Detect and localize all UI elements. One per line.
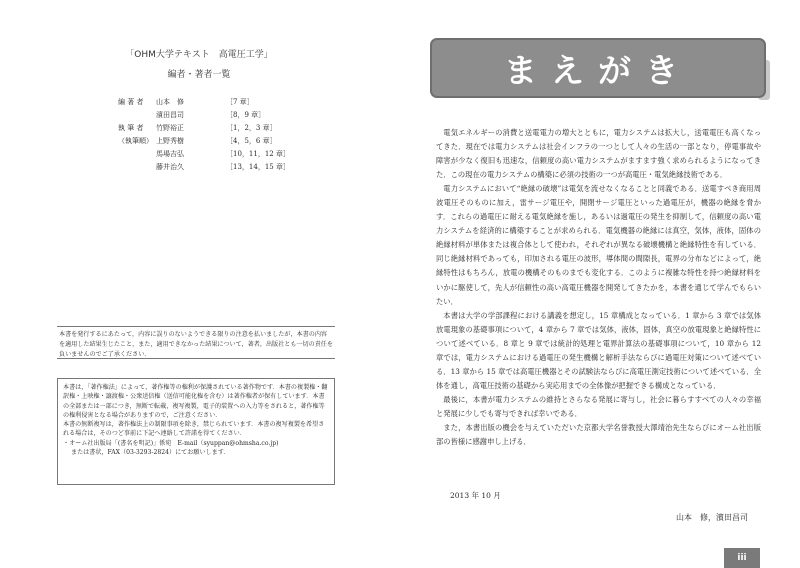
author-chapters: ［13，14，15 章］ bbox=[226, 163, 290, 171]
left-page bbox=[0, 0, 398, 568]
author-row bbox=[118, 161, 318, 174]
author-chapters: ［8，9 章］ bbox=[226, 111, 266, 119]
author-row bbox=[118, 148, 318, 161]
preface-date: 2013 年 10 月 bbox=[450, 491, 501, 500]
author-row bbox=[118, 135, 318, 148]
preface-paragraph: 電気エネルギーの消費と送電電力の増大とともに，電力システムは拡大し，送電電圧も高くなってきた．現在では電力システムは社会インフラの一つとして人々の生活の一部となり，停電事故や障害が少なく復旧も迅速な，信頼度の高い電力システムがますます強く求められるようになってきた．この現在の電力システムの構築に必須の技術の一つが高電圧・電気絶縁技術である． bbox=[436, 128, 761, 180]
author-name: 山本 修 bbox=[156, 98, 184, 106]
disclaimer-notice: 本書を発行するにあたって，内容に誤りのないようできる限りの注意を払いましたが，本書の内容を適用した結果生じたこと，また，適用できなかった結果について，著者，出版社とも一切の責任を負いませんのでご了承ください． bbox=[57, 326, 335, 359]
preface-body bbox=[436, 126, 761, 449]
author-name: 濱田昌司 bbox=[156, 111, 184, 119]
author-role-note: （執筆順） bbox=[118, 137, 153, 145]
copyright-text: 本書の無断複写は，著作権法上の制限事項を除き，禁じられています．本書の複写複製を希望される場合は，そのつど事前に下記へ連絡して許諾を得てください． bbox=[63, 421, 325, 438]
author-chapters: ［7 章］ bbox=[226, 98, 254, 106]
preface-paragraph: 最後に，本書が電力システムの維持とさらなる発展に寄与し，社会に暮らすすべての人々の幸福と発展に少しでも寄与できれば幸いである． bbox=[436, 394, 761, 418]
author-name: 竹野裕正 bbox=[156, 124, 184, 132]
author-role: 執 筆 者 bbox=[118, 124, 144, 132]
copyright-text: 本書は，「著作権法」によって，著作権等の権利が保護されている著作物です．本書の複製権・翻訳権・上映権・譲渡権・公衆送信権（送信可能化権を含む）は著作権者が保有しています．本書の全部または一部につき，無断で転載，複写複製，電子的装置への入力等をされると，著作権等の権利侵害となる場合がありますので，ご注意ください． bbox=[63, 384, 328, 419]
author-chapters: ［10，11，12 章］ bbox=[226, 150, 290, 158]
author-name: 馬場吉弘 bbox=[156, 150, 184, 158]
book-title: 「OHM大学テキスト 高電圧工学」 bbox=[125, 50, 273, 60]
author-row bbox=[118, 109, 318, 122]
author-row bbox=[118, 96, 318, 109]
preface-paragraph: また，本書出版の機会を与えていただいた京都大学名誉教授大澤靖治先生ならびにオーム社出版部の皆様に感謝申し上げる． bbox=[436, 422, 761, 447]
contact-fax-line: または書状，FAX（03-3293-2824）にてお願いします． bbox=[71, 449, 230, 457]
right-page bbox=[402, 0, 800, 568]
author-chapters: ［4，5，6 章］ bbox=[226, 137, 277, 145]
preface-paragraph: 本書は大学の学部課程における講義を想定し，15 章構成となっている．1 章から 3 章では気体放電現象の基礎事項について，4 章から 7 章では気体，液体，固体，真空の放電現象と絶縁特性について述べている．8 章と 9 章では統計的処理と電界計算法の基礎事項について，10 章から 12 章では，電力システムにおける過電圧の発生機構と解析手法ならびに過電圧対策について述べている．13 章から 15 章では高電圧機器とその試験法ならびに高電圧測定技術について述べている．全体を通し，高電圧技術の基礎から実応用までの全体像が把握できる構成となっている． bbox=[436, 310, 761, 390]
author-role: 編 著 者 bbox=[118, 98, 144, 106]
preface-signature: 山本 修，濱田昌司 bbox=[676, 513, 748, 522]
contact-email-line: ・オーム社出版局「(書名を明記)」係宛 E-mail（syuppan@ohmsha.co.jp) bbox=[63, 439, 279, 447]
preface-banner bbox=[430, 38, 766, 98]
copyright-box bbox=[57, 378, 335, 485]
author-name: 藤井治久 bbox=[156, 163, 184, 171]
author-name: 上野秀樹 bbox=[156, 137, 184, 145]
author-list-heading: 編者・著者一覧 bbox=[167, 70, 231, 80]
author-list bbox=[118, 96, 318, 174]
page-number: iii bbox=[724, 548, 760, 568]
author-chapters: ［1，2，3 章］ bbox=[226, 124, 277, 132]
preface-heading: まえがき bbox=[504, 50, 692, 90]
preface-paragraph: 電力システムにおいて“絶縁の破壊”は電気を流せなくなることと同義である．送電すべき商用周波電圧そのものに加え，雷サージ電圧や，開閉サージ電圧といった過電圧が，機器の絶縁を脅かす．これらの過電圧に耐える電気絶縁を施し，あるいは過電圧の発生を抑制して，信頼度の高い電力システムを経済的に構築することが求められる．電気機器の絶縁には真空，気体，液体，固体の絶縁材料が単体または複合体として使われ，それぞれが異なる破壊機構と絶縁特性を有している．同じ絶縁材料であっても，印加される電圧の波形，導体間の間隙長，電界の分布などによって，絶縁特性はもちろん，放電の機構そのものまでも変化する．このように複雑な特性を持つ絶縁材料をいかに駆使して，先人が信頼性の高い高電圧機器を開発してきたかを，本書を通じて学んでもらいたい． bbox=[436, 184, 761, 306]
